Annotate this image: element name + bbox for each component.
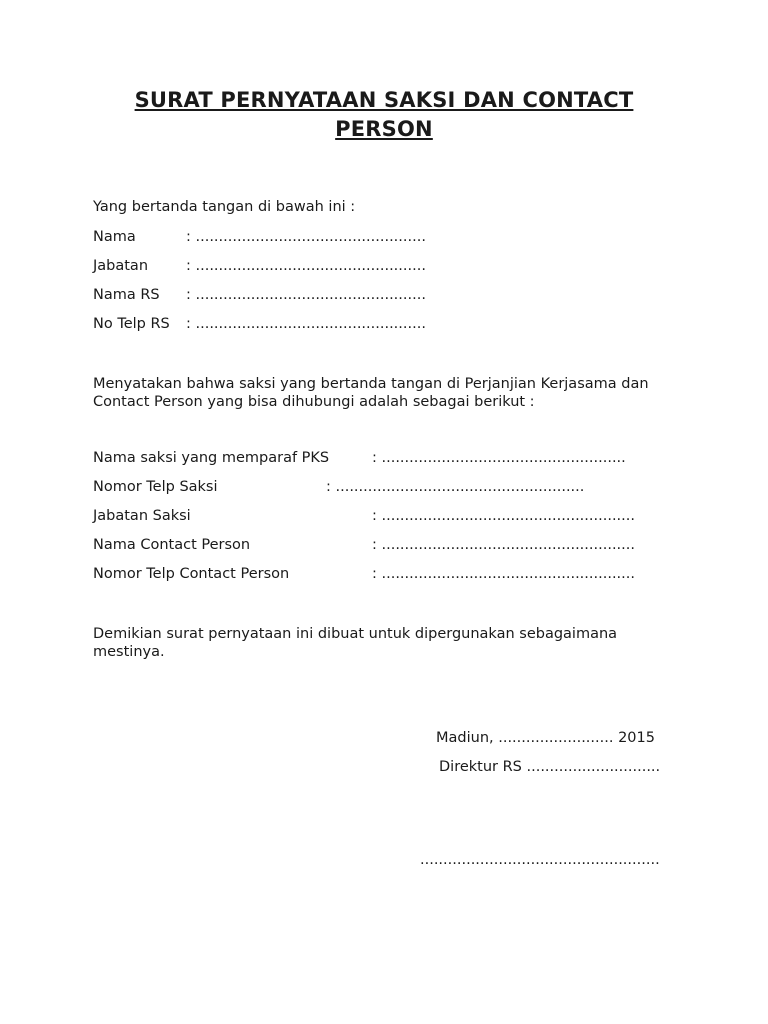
field-value-nama: : ..................................................: [186, 229, 426, 245]
closing-paragraph: Demikian surat pernyataan ini dibuat untuk dipergunakan sebagaimana mestinya.: [93, 626, 618, 660]
field-label-nomor-telp-saksi: Nomor Telp Saksi: [93, 479, 218, 495]
field-label-nama-saksi: Nama saksi yang memparaf PKS: [93, 450, 330, 466]
field-value-jabatan-saksi: : .......................................................: [372, 508, 635, 524]
field-label-nama-rs: Nama RS: [93, 287, 160, 303]
field-label-no-telp-rs: No Telp RS: [93, 316, 170, 332]
field-label-nama-contact-person: Nama Contact Person: [93, 537, 251, 553]
document-title-line-2: PERSON: [335, 117, 433, 141]
field-label-jabatan-saksi: Jabatan Saksi: [93, 508, 191, 524]
field-label-nama: Nama: [93, 229, 136, 245]
signature-position: Direktur RS .............................: [439, 759, 661, 775]
field-value-no-telp-rs: : ..................................................: [186, 316, 426, 332]
field-value-nama-contact-person: : .......................................................: [372, 537, 635, 553]
intro-text: Yang bertanda tangan di bawah ini :: [93, 199, 356, 215]
field-value-nomor-telp-saksi: : ......................................................: [326, 479, 585, 495]
field-value-nomor-telp-contact-person: : .......................................................: [372, 566, 635, 582]
field-value-nama-saksi: : .....................................................: [372, 450, 626, 466]
field-label-nomor-telp-contact-person: Nomor Telp Contact Person: [93, 566, 290, 582]
document-title-line-1: SURAT PERNYATAAN SAKSI DAN CONTACT: [134, 88, 634, 112]
field-value-jabatan: : ..................................................: [186, 258, 426, 274]
statement-paragraph: Menyatakan bahwa saksi yang bertanda tangan di Perjanjian Kerjasama dan Contact Person yang bisa dihubungi adalah sebagai berikut :: [93, 376, 649, 410]
field-label-jabatan: Jabatan: [93, 258, 149, 274]
field-value-nama-rs: : ..................................................: [186, 287, 426, 303]
signature-place-date: Madiun, ......................... 2015: [436, 730, 655, 746]
signature-line: ....................................................: [420, 852, 660, 868]
